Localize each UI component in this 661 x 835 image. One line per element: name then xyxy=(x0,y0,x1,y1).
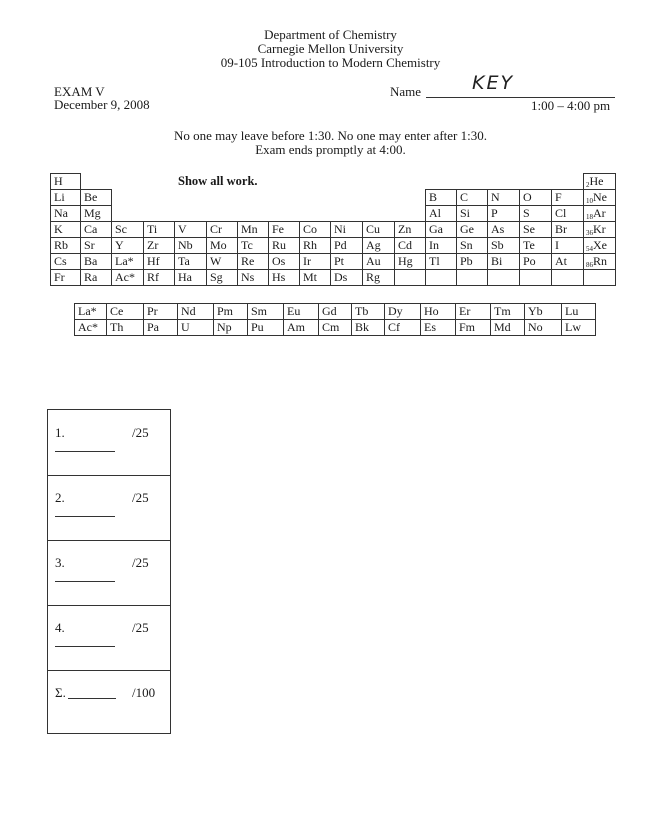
element-cell-cs: Cs xyxy=(50,253,81,270)
instructions-line2: Exam ends promptly at 4:00. xyxy=(255,142,406,157)
element-cell-rf: Rf xyxy=(143,269,175,286)
element-cell-cr: Cr xyxy=(206,221,238,238)
name-label: Name xyxy=(390,84,422,99)
atomic-number: 86 xyxy=(586,261,593,269)
element-cell-ns: Ns xyxy=(237,269,269,286)
element-cell-pa: Pa xyxy=(143,319,178,336)
instructions-line1: No one may leave before 1:30. No one may enter after 1:30. xyxy=(174,128,487,143)
element-cell-ac: Ac* xyxy=(74,319,107,336)
element-symbol: Ar xyxy=(593,206,606,220)
empty-cell xyxy=(394,269,426,286)
empty-cell xyxy=(425,269,457,286)
element-cell-s: S xyxy=(519,205,552,222)
element-cell-tm: Tm xyxy=(490,303,525,320)
points-possible: /25 xyxy=(132,620,149,635)
element-cell-co: Co xyxy=(299,221,331,238)
score-blank[interactable] xyxy=(55,516,115,517)
element-cell-ba: Ba xyxy=(80,253,112,270)
element-cell-rg: Rg xyxy=(362,269,395,286)
element-cell-re: Re xyxy=(237,253,269,270)
element-cell-tb: Tb xyxy=(351,303,385,320)
element-cell-zr: Zr xyxy=(143,237,175,254)
empty-cell xyxy=(519,269,552,286)
element-cell-tc: Tc xyxy=(237,237,269,254)
element-cell-cf: Cf xyxy=(384,319,421,336)
element-cell-au: Au xyxy=(362,253,395,270)
empty-cell xyxy=(551,269,584,286)
element-cell-cm: Cm xyxy=(318,319,352,336)
element-cell-si: Si xyxy=(456,205,488,222)
element-cell-lw: Lw xyxy=(561,319,596,336)
element-cell-eu: Eu xyxy=(283,303,319,320)
element-cell-sm: Sm xyxy=(247,303,284,320)
atomic-number: 10 xyxy=(586,197,593,205)
element-cell-c: C xyxy=(456,189,488,206)
element-cell-hs: Hs xyxy=(268,269,300,286)
empty-cell xyxy=(487,269,520,286)
element-cell-ho: Ho xyxy=(420,303,456,320)
element-cell-rn xyxy=(583,253,616,270)
element-cell-ar xyxy=(583,205,616,222)
element-cell-sr: Sr xyxy=(80,237,112,254)
element-cell-sg: Sg xyxy=(206,269,238,286)
points-possible: /25 xyxy=(132,555,149,570)
element-cell-th: Th xyxy=(106,319,144,336)
element-cell-ni: Ni xyxy=(330,221,363,238)
question-label: 2. xyxy=(55,490,65,505)
element-cell-pb: Pb xyxy=(456,253,488,270)
element-cell-w: W xyxy=(206,253,238,270)
score-section-2 xyxy=(48,475,170,541)
element-cell-os: Os xyxy=(268,253,300,270)
element-cell-mt: Mt xyxy=(299,269,331,286)
element-cell-pd: Pd xyxy=(330,237,363,254)
atomic-number: 2 xyxy=(586,181,590,189)
element-cell-rh: Rh xyxy=(299,237,331,254)
atomic-number: 54 xyxy=(586,245,593,253)
points-possible: /25 xyxy=(132,425,149,440)
element-cell-ha: Ha xyxy=(174,269,207,286)
element-cell-ce: Ce xyxy=(106,303,144,320)
element-symbol: Kr xyxy=(593,222,606,236)
points-possible: /100 xyxy=(132,685,156,700)
element-cell-cu: Cu xyxy=(362,221,395,238)
element-cell-ir: Ir xyxy=(299,253,331,270)
element-cell-dy: Dy xyxy=(384,303,421,320)
element-cell-n: N xyxy=(487,189,520,206)
score-box xyxy=(47,409,171,734)
element-cell-sn: Sn xyxy=(456,237,488,254)
element-cell-v: V xyxy=(174,221,207,238)
element-cell-nb: Nb xyxy=(174,237,207,254)
score-section-1 xyxy=(48,410,170,476)
element-cell-u: U xyxy=(177,319,214,336)
score-blank[interactable] xyxy=(55,581,115,582)
element-cell-am: Am xyxy=(283,319,319,336)
element-cell-er: Er xyxy=(455,303,491,320)
atomic-number: 36 xyxy=(586,229,593,237)
element-cell-xe xyxy=(583,237,616,254)
university-name: Carnegie Mellon University xyxy=(257,41,404,56)
element-cell-np: Np xyxy=(213,319,248,336)
element-cell-es: Es xyxy=(420,319,456,336)
element-cell-pu: Pu xyxy=(247,319,284,336)
element-cell-hf: Hf xyxy=(143,253,175,270)
question-label: Σ. xyxy=(55,685,66,700)
element-cell-gd: Gd xyxy=(318,303,352,320)
element-cell-nd: Nd xyxy=(177,303,214,320)
element-cell-tl: Tl xyxy=(425,253,457,270)
element-cell-at: At xyxy=(551,253,584,270)
element-cell-mn: Mn xyxy=(237,221,269,238)
element-cell-ga: Ga xyxy=(425,221,457,238)
element-cell-cl: Cl xyxy=(551,205,584,222)
element-cell-ne xyxy=(583,189,616,206)
element-cell-la: La* xyxy=(74,303,107,320)
exam-time: 1:00 – 4:00 pm xyxy=(531,98,611,113)
exam-date: December 9, 2008 xyxy=(54,97,150,112)
element-cell-ca: Ca xyxy=(80,221,112,238)
element-cell-ru: Ru xyxy=(268,237,300,254)
element-cell-rb: Rb xyxy=(50,237,81,254)
element-cell-pm: Pm xyxy=(213,303,248,320)
element-symbol: He xyxy=(589,174,604,188)
element-cell-pr: Pr xyxy=(143,303,178,320)
score-section-3 xyxy=(48,540,170,606)
element-cell-md: Md xyxy=(490,319,525,336)
element-cell-p: P xyxy=(487,205,520,222)
element-cell-br: Br xyxy=(551,221,584,238)
question-label: 3. xyxy=(55,555,65,570)
element-cell-be: Be xyxy=(80,189,112,206)
element-cell-ti: Ti xyxy=(143,221,175,238)
element-cell-h: H xyxy=(50,173,81,190)
points-possible: /25 xyxy=(132,490,149,505)
element-cell-k: K xyxy=(50,221,81,238)
element-symbol: Rn xyxy=(593,254,608,268)
element-cell-b: B xyxy=(425,189,457,206)
element-cell-al: Al xyxy=(425,205,457,222)
empty-cell xyxy=(583,269,616,286)
score-blank[interactable] xyxy=(55,646,115,647)
exam-title: EXAM V xyxy=(54,84,105,99)
element-cell-te: Te xyxy=(519,237,552,254)
element-cell-ag: Ag xyxy=(362,237,395,254)
element-cell-i: I xyxy=(551,237,584,254)
element-cell-na: Na xyxy=(50,205,81,222)
question-label: 4. xyxy=(55,620,65,635)
show-work-note: Show all work. xyxy=(178,174,258,188)
score-section-4 xyxy=(48,605,170,671)
score-section-5 xyxy=(48,670,170,735)
element-symbol: Ne xyxy=(593,190,607,204)
element-cell-ds: Ds xyxy=(330,269,363,286)
element-cell-pt: Pt xyxy=(330,253,363,270)
element-cell-mg: Mg xyxy=(80,205,112,222)
element-cell-no: No xyxy=(524,319,562,336)
element-cell-zn: Zn xyxy=(394,221,426,238)
element-cell-fe: Fe xyxy=(268,221,300,238)
element-cell-se: Se xyxy=(519,221,552,238)
element-cell-po: Po xyxy=(519,253,552,270)
element-cell-ra: Ra xyxy=(80,269,112,286)
element-cell-mo: Mo xyxy=(206,237,238,254)
element-cell-in: In xyxy=(425,237,457,254)
element-cell-he xyxy=(583,173,616,190)
element-cell-ac: Ac* xyxy=(111,269,144,286)
department-name: Department of Chemistry xyxy=(264,27,397,42)
element-cell-li: Li xyxy=(50,189,81,206)
element-cell-as: As xyxy=(487,221,520,238)
element-cell-kr xyxy=(583,221,616,238)
element-cell-bi: Bi xyxy=(487,253,520,270)
name-value: KEY xyxy=(472,72,515,94)
element-cell-f: F xyxy=(551,189,584,206)
element-cell-sb: Sb xyxy=(487,237,520,254)
empty-cell xyxy=(456,269,488,286)
element-cell-bk: Bk xyxy=(351,319,385,336)
element-cell-ge: Ge xyxy=(456,221,488,238)
score-blank[interactable] xyxy=(68,698,116,699)
element-cell-fr: Fr xyxy=(50,269,81,286)
element-cell-yb: Yb xyxy=(524,303,562,320)
element-cell-la: La* xyxy=(111,253,144,270)
question-label: 1. xyxy=(55,425,65,440)
element-cell-lu: Lu xyxy=(561,303,596,320)
element-cell-y: Y xyxy=(111,237,144,254)
element-symbol: Xe xyxy=(593,238,607,252)
element-cell-ta: Ta xyxy=(174,253,207,270)
atomic-number: 18 xyxy=(586,213,593,221)
score-blank[interactable] xyxy=(55,451,115,452)
element-cell-o: O xyxy=(519,189,552,206)
element-cell-sc: Sc xyxy=(111,221,144,238)
element-cell-cd: Cd xyxy=(394,237,426,254)
course-title: 09-105 Introduction to Modern Chemistry xyxy=(220,55,441,70)
element-cell-hg: Hg xyxy=(394,253,426,270)
element-cell-fm: Fm xyxy=(455,319,491,336)
